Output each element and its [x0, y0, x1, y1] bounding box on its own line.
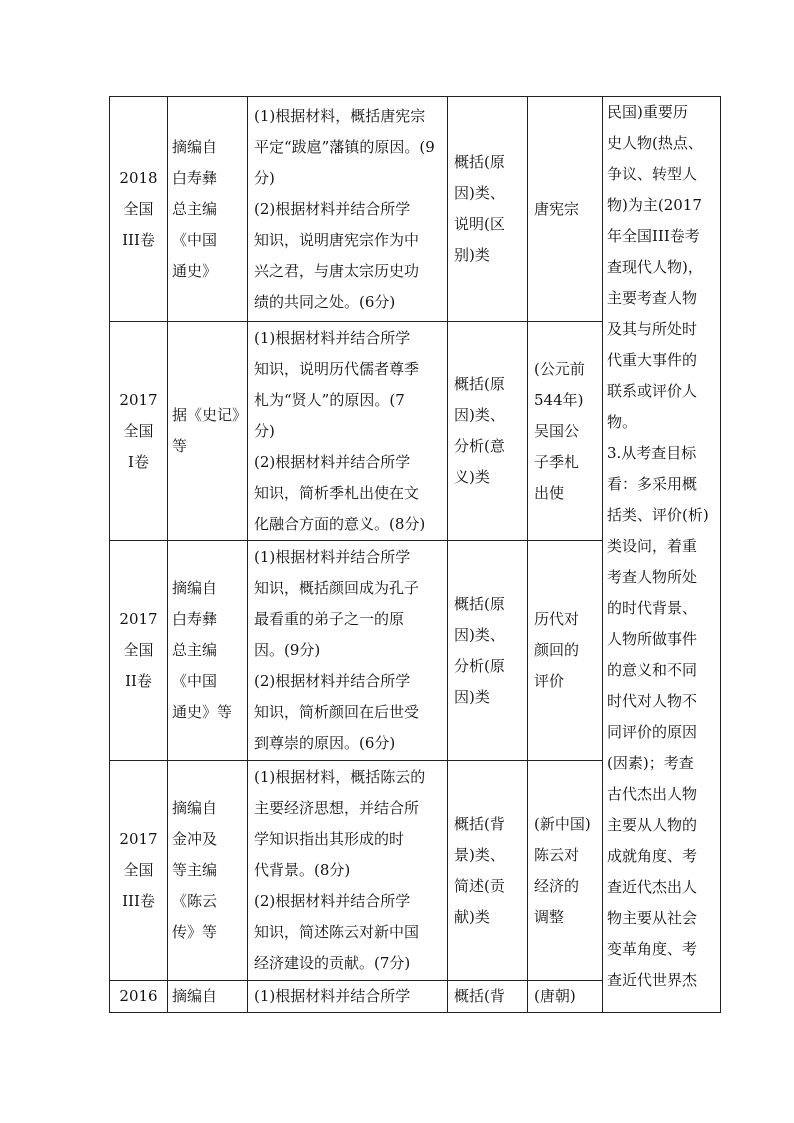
- cell-text-line: 摘编自: [172, 799, 218, 817]
- cell-text-line: (新中国): [534, 814, 591, 833]
- cell-text-line: 全国: [123, 861, 154, 879]
- cell-text-line: 因)类、: [454, 406, 505, 424]
- cell-text-line: III卷: [122, 230, 155, 249]
- cell-text-line: 知识，简析颜回在后世受: [254, 703, 420, 721]
- cell-text-line: 学知识指出其形成的时: [254, 830, 405, 848]
- cell-text-line: 绩的共同之处。(6分): [254, 292, 396, 311]
- topic-cell: [528, 981, 603, 1013]
- exam-analysis-table: [109, 96, 721, 1013]
- cell-text-line: (2)根据材料并结合所学: [254, 892, 411, 910]
- cell-text-line: 主要经济思想，并结合所: [254, 799, 420, 817]
- cell-text-line: 据《史记》: [172, 406, 248, 424]
- cell-text-line: 总主编: [172, 199, 218, 218]
- cell-text-line: 544年): [534, 390, 584, 409]
- cell-text-line: 知识，概括颜回成为孔子: [254, 579, 420, 597]
- cell-text-line: 因)类、: [454, 625, 505, 644]
- cell-text-line: I卷: [128, 452, 149, 471]
- cell-text-line: 到尊崇的原因。(6分): [254, 734, 396, 752]
- source-cell: [168, 322, 248, 541]
- question-cell: [248, 981, 448, 1013]
- cell-text-line: 通史》: [172, 261, 218, 280]
- cell-text-line: 主要考查人物: [607, 289, 698, 307]
- cell-text-line: 成就角度、考: [607, 847, 698, 865]
- year-cell: [110, 981, 168, 1013]
- cell-text-line: 物)为主(2017: [607, 196, 702, 214]
- cell-text-line: (1)根据材料，概括陈云的: [254, 768, 426, 786]
- cell-text-line: (1)根据材料并结合所学: [254, 328, 411, 347]
- cell-text-line: 概括(背: [454, 814, 505, 833]
- cell-text-line: 分): [254, 421, 275, 440]
- cell-text-line: 概括(原: [454, 594, 505, 613]
- question-cell: [248, 541, 448, 761]
- cell-text-line: 知识，简析季札出使在文: [254, 483, 420, 502]
- cell-text-line: 时代对人物不: [607, 692, 698, 710]
- cell-text-line: 兴之君，与唐太宗历史功: [254, 261, 420, 280]
- cell-text-line: 变革角度、考: [607, 940, 698, 958]
- cell-text-line: 2016: [119, 987, 158, 1005]
- cell-text-line: 全国: [123, 199, 154, 218]
- cell-text-line: 分): [254, 168, 275, 187]
- cell-text-line: (因素)；考查: [607, 754, 694, 772]
- question-type-cell: [448, 761, 528, 981]
- cell-text-line: 摘编自: [172, 137, 218, 156]
- question-type-cell: [448, 322, 528, 541]
- cell-text-line: 因)类: [454, 687, 490, 706]
- question-type-cell: [448, 541, 528, 761]
- cell-text-line: 子季札: [534, 452, 580, 471]
- cell-text-line: 类设问，着重: [607, 537, 698, 555]
- cell-text-line: 古代杰出人物: [607, 785, 698, 803]
- cell-text-line: 平定“跋扈”藩镇的原因。(9: [254, 137, 435, 156]
- cell-text-line: 经济的: [534, 876, 580, 895]
- cell-text-line: 简述(贡: [454, 876, 505, 895]
- cell-text-line: 争议、转型人: [607, 165, 698, 183]
- cell-text-line: 全国: [123, 641, 154, 659]
- cell-text-line: 物主要从社会: [607, 909, 698, 927]
- cell-text-line: 查现代人物)，: [607, 258, 703, 276]
- cell-text-line: 献)类: [454, 907, 490, 926]
- cell-text-line: 民国)重要历: [607, 103, 688, 121]
- question-type-cell: [448, 97, 528, 322]
- table-row: [110, 97, 721, 322]
- cell-text-line: 吴国公: [534, 421, 580, 440]
- cell-text-line: 查近代世界杰: [607, 971, 698, 989]
- cell-text-line: (2)根据材料并结合所学: [254, 452, 411, 471]
- cell-text-line: 及其与所处时: [607, 320, 698, 338]
- cell-text-line: III卷: [122, 892, 155, 910]
- cell-text-line: 陈云对: [534, 845, 580, 864]
- topic-cell: [528, 761, 603, 981]
- cell-text-line: 《中国: [172, 230, 218, 249]
- cell-text-line: 史人物(热点、: [607, 134, 703, 152]
- cell-text-line: 代重大事件的: [607, 351, 698, 369]
- cell-text-line: 景)类、: [454, 845, 505, 864]
- cell-text-line: (1)根据材料并结合所学: [254, 987, 411, 1005]
- cell-text-line: 代背景。(8分): [254, 861, 351, 879]
- cell-text-line: 因。(9分): [254, 641, 321, 659]
- cell-text-line: 概括(原: [454, 375, 505, 393]
- cell-text-line: 2017: [119, 830, 158, 848]
- cell-text-line: 同评价的原因: [607, 723, 698, 741]
- cell-text-line: 概括(背: [454, 987, 505, 1005]
- cell-text-line: 2018: [119, 168, 158, 187]
- cell-text-line: 查近代杰出人: [607, 878, 698, 896]
- cell-text-line: 出使: [534, 483, 565, 502]
- cell-text-line: (唐朝): [534, 987, 576, 1005]
- cell-text-line: 知识，简述陈云对新中国: [254, 923, 420, 941]
- cell-text-line: 等主编: [172, 861, 218, 879]
- cell-text-line: (2)根据材料并结合所学: [254, 672, 411, 690]
- cell-text-line: 化融合方面的意义。(8分): [254, 514, 426, 533]
- cell-text-line: 主要从人物的: [607, 816, 698, 834]
- topic-cell: [528, 322, 603, 541]
- cell-text-line: 通史》等: [172, 703, 233, 721]
- cell-text-line: 因)类、: [454, 184, 505, 202]
- cell-text-line: 的时代背景、: [607, 599, 698, 617]
- question-cell: [248, 97, 448, 322]
- year-cell: [110, 322, 168, 541]
- cell-text-line: 历代对: [534, 610, 580, 628]
- question-cell: [248, 761, 448, 981]
- cell-text-line: 传》等: [172, 923, 218, 941]
- cell-text-line: 《陈云: [172, 892, 218, 910]
- year-cell: [110, 761, 168, 981]
- cell-text-line: 物。: [607, 413, 638, 431]
- cell-text-line: 考查人物所处: [607, 568, 698, 586]
- cell-text-line: 摘编自: [172, 579, 218, 597]
- cell-text-line: 括类、评价(析): [607, 506, 709, 524]
- cell-text-line: 评价: [534, 672, 565, 690]
- cell-text-line: 调整: [534, 907, 565, 926]
- cell-text-line: 《中国: [172, 672, 218, 690]
- cell-text-line: 最看重的弟子之一的原: [254, 610, 405, 628]
- cell-text-line: (公元前: [534, 359, 585, 378]
- cell-text-line: 颜回的: [534, 641, 580, 659]
- cell-text-line: (2)根据材料并结合所学: [254, 199, 411, 218]
- cell-text-line: 知识，说明唐宪宗作为中: [254, 230, 420, 249]
- cell-text-line: 白寿彝: [172, 168, 218, 187]
- cell-text-line: 2017: [119, 610, 158, 628]
- cell-text-line: 的意义和不同: [607, 661, 698, 679]
- source-cell: [168, 97, 248, 322]
- source-cell: [168, 541, 248, 761]
- cell-text-line: (1)根据材料并结合所学: [254, 548, 411, 566]
- topic-cell: [528, 541, 603, 761]
- cell-text-line: (1)根据材料，概括唐宪宗: [254, 106, 426, 125]
- topic-cell: [528, 97, 603, 322]
- question-type-cell: [448, 981, 528, 1013]
- cell-text-line: 3.从考查目标: [607, 444, 697, 462]
- cell-text-line: 概括(原: [454, 153, 505, 171]
- cell-text-line: 唐宪宗: [534, 199, 580, 218]
- question-cell: [248, 322, 448, 541]
- cell-text-line: 金冲及: [172, 830, 218, 848]
- source-cell: [168, 761, 248, 981]
- cell-text-line: 等: [172, 437, 188, 455]
- year-cell: [110, 541, 168, 761]
- year-cell: [110, 97, 168, 322]
- cell-text-line: 别)类: [454, 246, 490, 264]
- cell-text-line: 知识，说明历代儒者尊季: [254, 359, 420, 378]
- cell-text-line: 摘编自: [172, 987, 218, 1005]
- cell-text-line: 分析(原: [454, 656, 505, 675]
- cell-text-line: 年全国III卷考: [607, 227, 700, 245]
- cell-text-line: 2017: [119, 390, 158, 409]
- cell-text-line: 人物所做事件: [607, 630, 698, 648]
- cell-text-line: 全国: [123, 421, 154, 440]
- cell-text-line: 总主编: [172, 641, 218, 659]
- analysis-note-cell: [603, 97, 721, 1013]
- cell-text-line: 白寿彝: [172, 610, 218, 628]
- cell-text-line: 札为“贤人”的原因。(7: [254, 390, 405, 409]
- cell-text-line: 经济建设的贡献。(7分): [254, 954, 411, 972]
- cell-text-line: 联系或评价人: [607, 382, 698, 400]
- source-cell: [168, 981, 248, 1013]
- cell-text-line: 分析(意: [454, 437, 505, 455]
- cell-text-line: II卷: [125, 672, 152, 690]
- cell-text-line: 义)类: [454, 468, 490, 486]
- cell-text-line: 看：多采用概: [607, 475, 698, 493]
- cell-text-line: 说明(区: [454, 215, 505, 233]
